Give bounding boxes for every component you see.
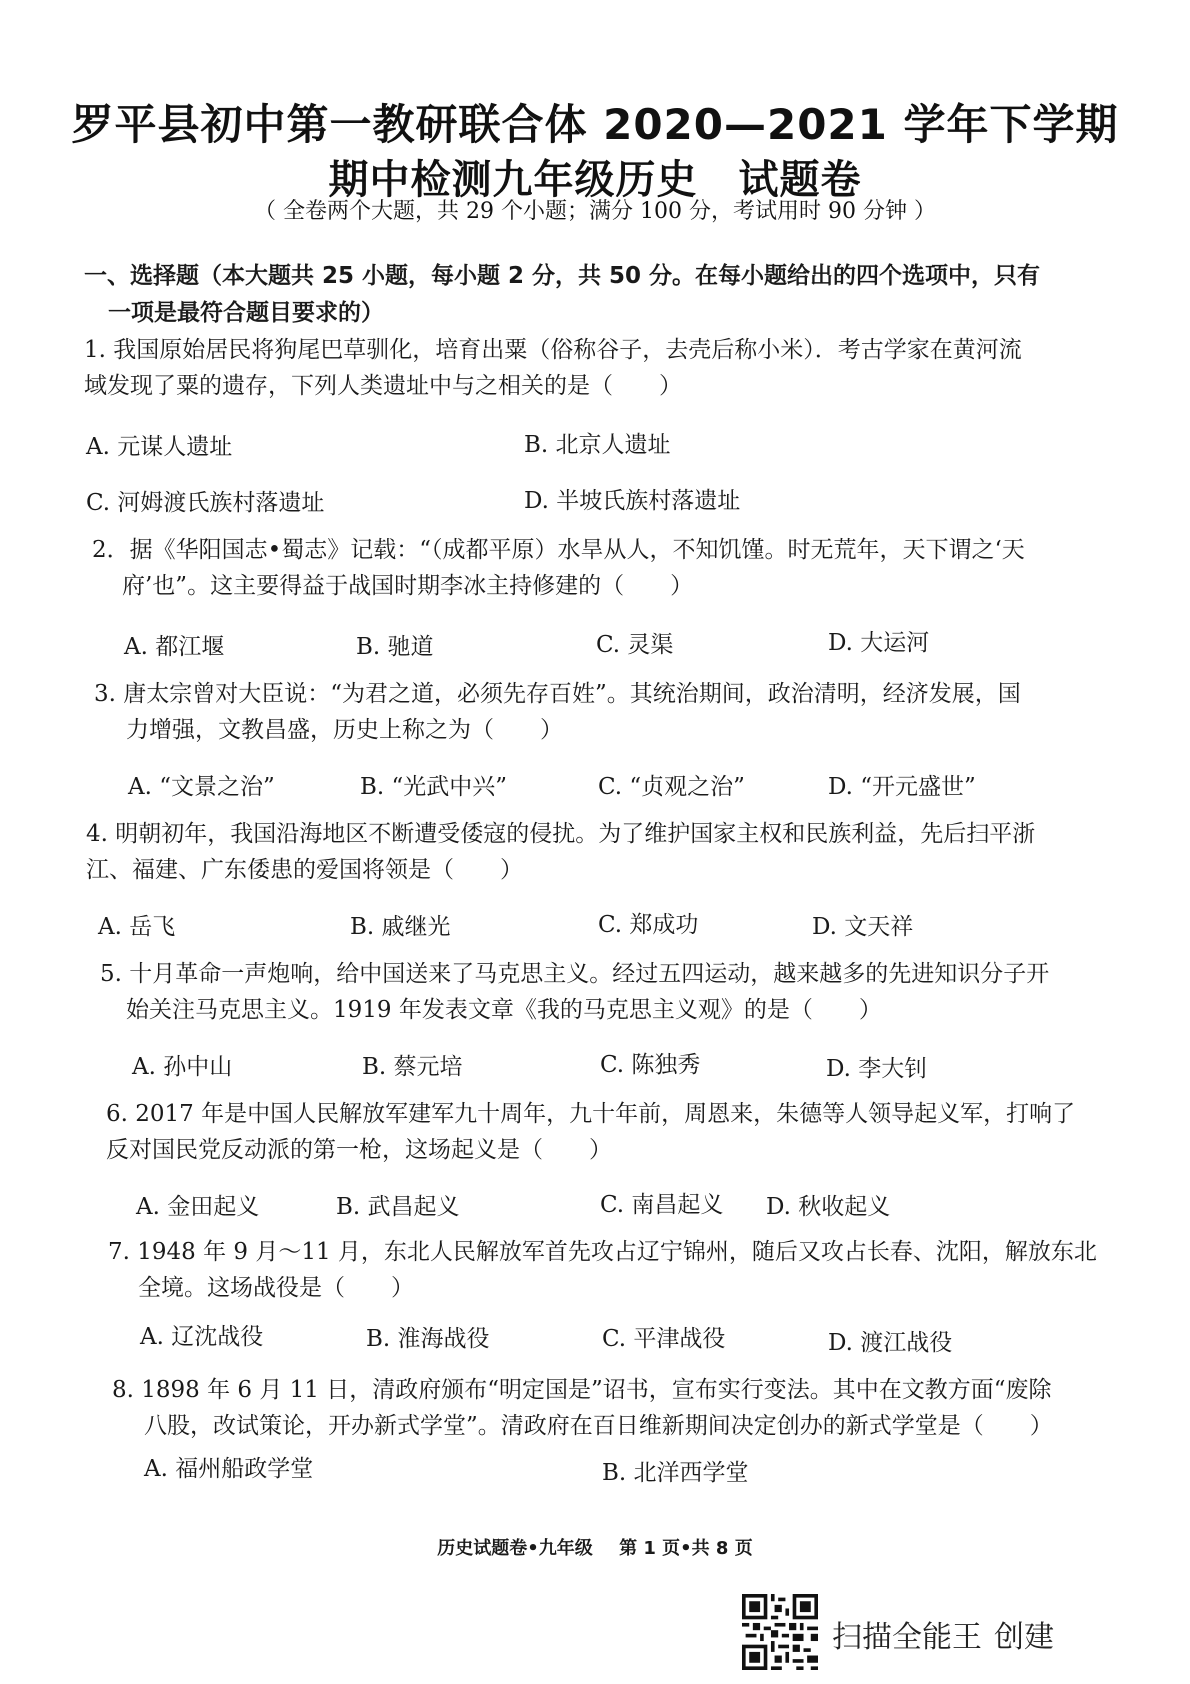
- option-a: A. 元谋人遗址: [86, 434, 233, 460]
- option-c: C. 郑成功: [598, 912, 699, 938]
- option-c: C. 灵渠: [596, 632, 674, 658]
- option-d: D. 文天祥: [812, 914, 914, 940]
- option-a: A. 岳飞: [98, 914, 176, 940]
- question-text-line2: 反对国民党反动派的第一枪，这场起义是（ ）: [106, 1137, 612, 1163]
- question-2: [92, 532, 1132, 604]
- option-a: A. 金田起义: [136, 1194, 260, 1220]
- section-heading: [84, 258, 1114, 332]
- section-heading-line1: 一、选择题（本大题共 25 小题，每小题 2 分，共 50 分。在每小题给出的四个选项中，只有: [84, 263, 1041, 289]
- footer-page-number: 第 1 页•共 8 页: [619, 1538, 753, 1559]
- exam-subtitle: （ 全卷两个大题，共 29 个小题；满分 100 分，考试用时 90 分钟 ）: [254, 199, 936, 224]
- footer-paper-name: 历史试题卷•九年级: [437, 1538, 593, 1559]
- option-a: A. “文景之治”: [128, 774, 275, 800]
- question-text-line1: 2．据《华阳国志•蜀志》记载：“（成都平原）水旱从人，不知饥馑。时无荒年，天下谓之‘天: [92, 537, 1025, 563]
- question-text-line2: 域发现了粟的遗存，下列人类遗址中与之相关的是（ ）: [84, 373, 682, 399]
- question-text-line1: 5. 十月革命一声炮响，给中国送来了马克思主义。经过五四运动，越来越多的先进知识分子开: [100, 961, 1050, 987]
- option-b: B. 戚继光: [350, 914, 451, 940]
- option-c: C. 河姆渡氏族村落遗址: [86, 490, 325, 516]
- option-d: D. 半坡氏族村落遗址: [524, 488, 741, 514]
- option-c: C. “贞观之治”: [598, 774, 745, 800]
- option-b: B. 北洋西学堂: [602, 1460, 749, 1486]
- option-d: D. “开元盛世”: [828, 774, 976, 800]
- option-a: A. 辽沈战役: [140, 1324, 264, 1350]
- page-footer: [0, 1534, 1190, 1560]
- scanner-app-name: 扫描全能王: [832, 1620, 982, 1655]
- question-6: [106, 1096, 1136, 1168]
- scanner-watermark: [832, 1612, 1066, 1656]
- option-a: A. 福州船政学堂: [144, 1456, 314, 1482]
- question-text-line2: 力增强，文教昌盛，历史上称之为（ ）: [126, 717, 563, 743]
- question-text-line2: 全境。这场战役是（ ）: [138, 1275, 414, 1301]
- option-d: D. 李大钊: [826, 1056, 928, 1082]
- option-b: B. 蔡元培: [362, 1054, 463, 1080]
- question-5: [100, 956, 1130, 1028]
- exam-title-line1: 罗平县初中第一教研联合体 2020—2021 学年下学期: [71, 100, 1119, 149]
- question-text-line2: 始关注马克思主义。1919 年发表文章《我的马克思主义观》的是（ ）: [126, 997, 882, 1023]
- option-c: C. 平津战役: [602, 1326, 726, 1352]
- question-text-line1: 3. 唐太宗曾对大臣说：“为君之道，必须先存百姓”。其统治期间，政治清明，经济发展，国: [94, 681, 1021, 707]
- section-heading-line2: 一项是最符合题目要求的）: [108, 300, 384, 326]
- option-b: B. 淮海战役: [366, 1326, 490, 1352]
- question-text-line1: 4. 明朝初年，我国沿海地区不断遭受倭寇的侵扰。为了维护国家主权和民族利益，先后扫平浙: [86, 821, 1036, 847]
- option-a: A. 孙中山: [132, 1054, 233, 1080]
- option-d: D. 渡江战役: [828, 1330, 953, 1356]
- question-4: [86, 816, 1126, 888]
- question-text-line1: 8. 1898 年 6 月 11 日，清政府颁布“明定国是”诏书，宣布实行变法。其中在文教方面“废除: [112, 1377, 1052, 1403]
- option-c: C. 南昌起义: [600, 1192, 724, 1218]
- option-b: B. 北京人遗址: [524, 432, 671, 458]
- question-text-line1: 1. 我国原始居民将狗尾巴草驯化，培育出粟（俗称谷子，去壳后称小米）．考古学家在黄河流: [84, 337, 1022, 363]
- qr-code-icon: [742, 1594, 818, 1670]
- exam-title-line2: 期中检测九年级历史 试题卷: [328, 157, 862, 203]
- question-7: [108, 1234, 1138, 1306]
- option-b: B. 驰道: [356, 634, 434, 660]
- option-d: D. 大运河: [828, 630, 930, 656]
- scanner-created-label: 创建: [994, 1620, 1054, 1655]
- option-b: B. “光武中兴”: [360, 774, 508, 800]
- option-b: B. 武昌起义: [336, 1194, 460, 1220]
- question-text-line1: 6. 2017 年是中国人民解放军建军九十周年，九十年前，周恩来，朱德等人领导起义军，打响了: [106, 1101, 1076, 1127]
- question-text-line2: 八股，改试策论，开办新式学堂”。清政府在百日维新期间决定创办的新式学堂是（ ）: [144, 1413, 1053, 1439]
- question-3: [94, 676, 1134, 748]
- option-d: D. 秋收起义: [766, 1194, 891, 1220]
- question-text-line2: 府’也”。这主要得益于战国时期李冰主持修建的（ ）: [122, 573, 694, 599]
- option-c: C. 陈独秀: [600, 1052, 701, 1078]
- question-1: [84, 332, 1124, 404]
- question-text-line1: 7. 1948 年 9 月～11 月，东北人民解放军首先攻占辽宁锦州，随后又攻占长春、沈阳，解放东北: [108, 1239, 1097, 1265]
- question-text-line2: 江、福建、广东倭患的爱国将领是（ ）: [86, 857, 523, 883]
- option-a: A. 都江堰: [124, 634, 225, 660]
- question-8: [112, 1372, 1132, 1444]
